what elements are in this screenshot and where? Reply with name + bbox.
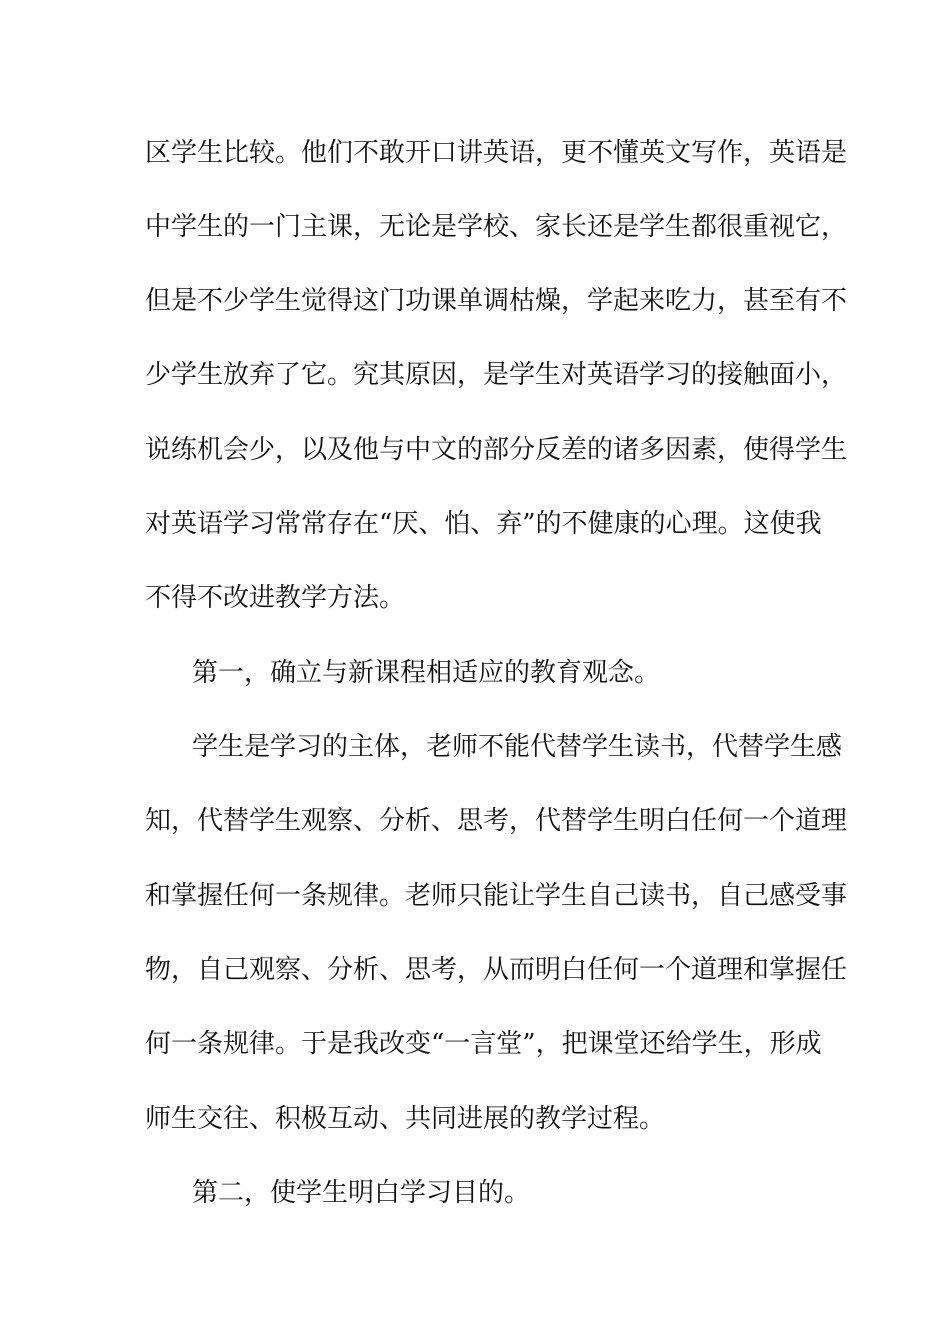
text-line: 物，自己观察、分析、思考，从而明白任何一个道理和掌握任 xyxy=(145,955,848,985)
text-line: 何一条规律。于是我改变“一言堂”，把课堂还给学生，形成 xyxy=(145,1029,822,1059)
text-line: 说练机会少，以及他与中文的部分反差的诸多因素，使得学生 xyxy=(145,435,848,465)
section-heading: 第二，使学生明白学习目的。 xyxy=(192,1178,531,1208)
text-line: 但是不少学生觉得这门功课单调枯燥，学起来吃力，甚至有不 xyxy=(145,286,848,316)
text-line: 少学生放弃了它。究其原因，是学生对英语学习的接触面小， xyxy=(145,360,848,390)
text-line: 不得不改进教学方法。 xyxy=(145,583,406,613)
text-line: 中学生的一门主课，无论是学校、家长还是学生都很重视它， xyxy=(145,212,848,242)
text-line: 区学生比较。他们不敢开口讲英语，更不懂英文写作，英语是 xyxy=(145,138,848,168)
text-line: 学生是学习的主体，老师不能代替学生读书，代替学生感 xyxy=(192,732,843,762)
text-line: 对英语学习常常存在“厌、怕、弃”的不健康的心理。这使我 xyxy=(145,509,822,539)
section-heading: 第一，确立与新课程相适应的教育观念。 xyxy=(192,658,661,688)
text-line: 知，代替学生观察、分析、思考，代替学生明白任何一个道理 xyxy=(145,806,848,836)
text-line: 和掌握任何一条规律。老师只能让学生自己读书，自己感受事 xyxy=(145,881,848,911)
text-line: 师生交往、积极互动、共同进展的教学过程。 xyxy=(145,1104,666,1134)
